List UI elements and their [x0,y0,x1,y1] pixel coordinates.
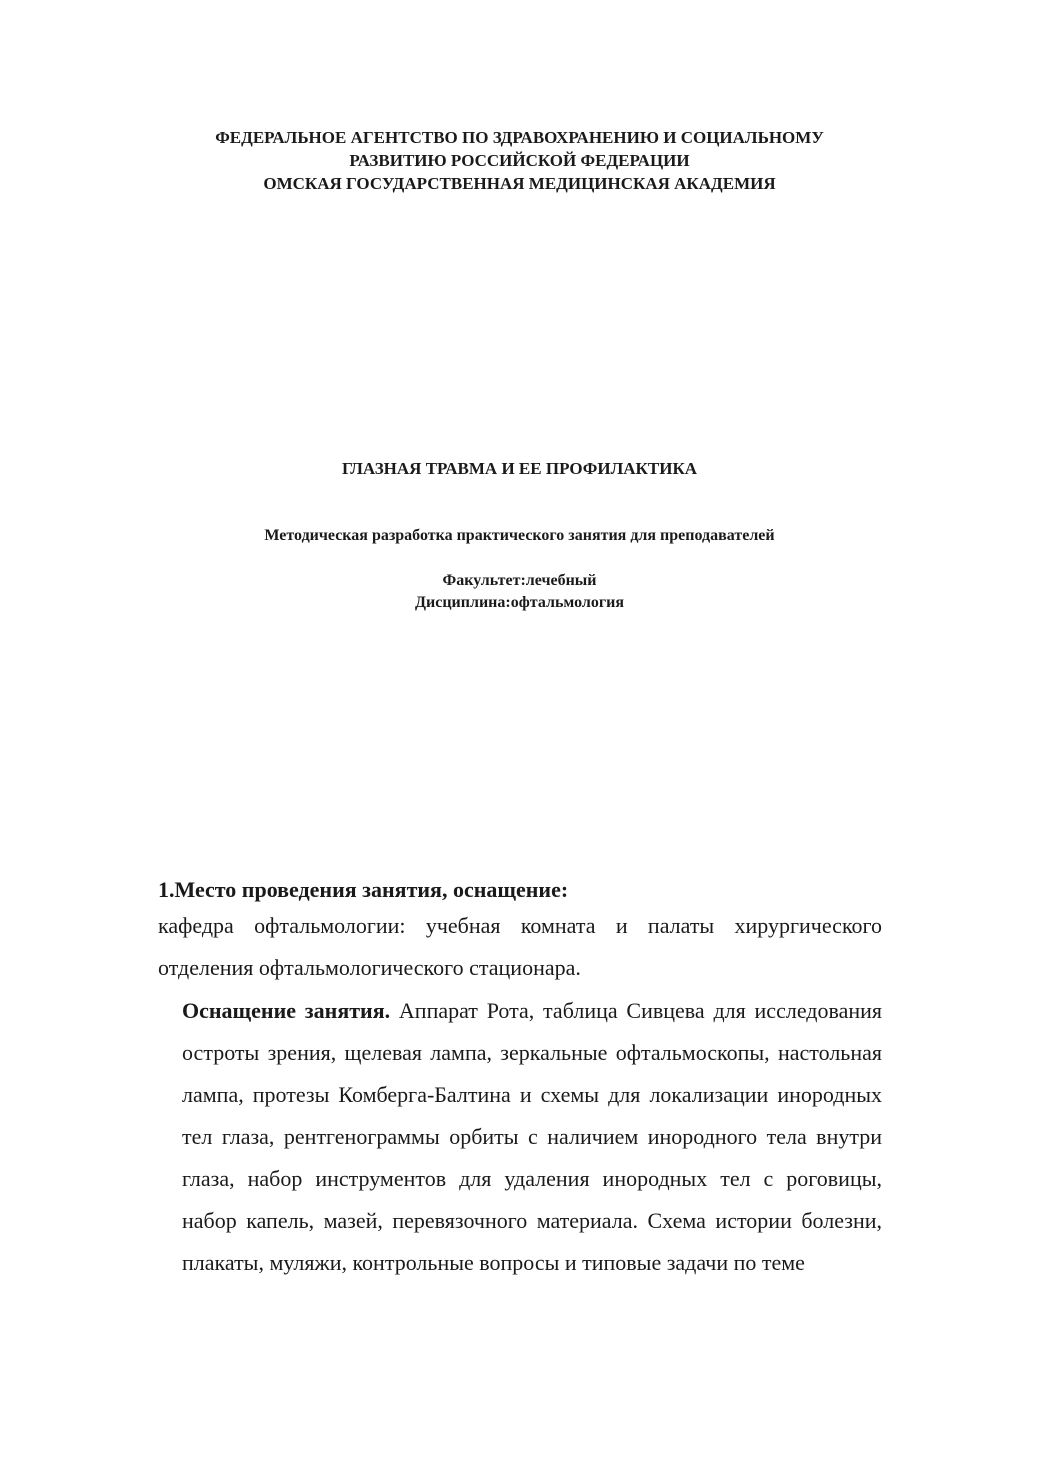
section-1 [158,875,882,1284]
discipline-line: Дисциплина:офтальмология [414,594,625,611]
section-intro: кафедра офтальмологии: учебная комната и палаты хирургического отделения офтальмологического стационара. [158,913,882,980]
faculty-line: Факультет:лечебный [442,572,597,589]
equipment-lead: Оснащение занятия. [182,998,391,1023]
header-line-2: РАЗВИТИЮ РОССИЙСКОЙ ФЕДЕРАЦИИ [349,151,690,170]
document-meta [0,570,1039,614]
section-heading: 1.Место проведения занятия, оснащение: [158,877,569,902]
equipment-text: Аппарат Рота, таблица Сивцева для исследования остроты зрения, щелевая лампа, зеркальные офтальмоскопы, настольная лампа, протезы Комберга-Балтина и схемы для локализации инородных тел глаза, рентгенограммы орбиты с наличием инородного тела внутри глаза, набор инструментов для удаления инородных тел с роговицы, набор капель, мазей, перевязочного материала. Схема истории болезни, плакаты, муляжи, контрольные вопросы и типовые задачи по теме [182,998,883,1275]
document-title: ГЛАЗНАЯ ТРАВМА И ЕЕ ПРОФИЛАКТИКА [341,459,698,478]
document-subtitle: Методическая разработка практического занятия для преподавателей [264,527,775,544]
header-line-3: ОМСКАЯ ГОСУДАРСТВЕННАЯ МЕДИЦИНСКАЯ АКАДЕМИЯ [263,174,776,193]
header-line-1: ФЕДЕРАЛЬНОЕ АГЕНТСТВО ПО ЗДРАВОХРАНЕНИЮ И СОЦИАЛЬНОМУ [215,128,824,147]
institution-header [0,126,1039,195]
equipment-paragraph [182,990,882,1284]
